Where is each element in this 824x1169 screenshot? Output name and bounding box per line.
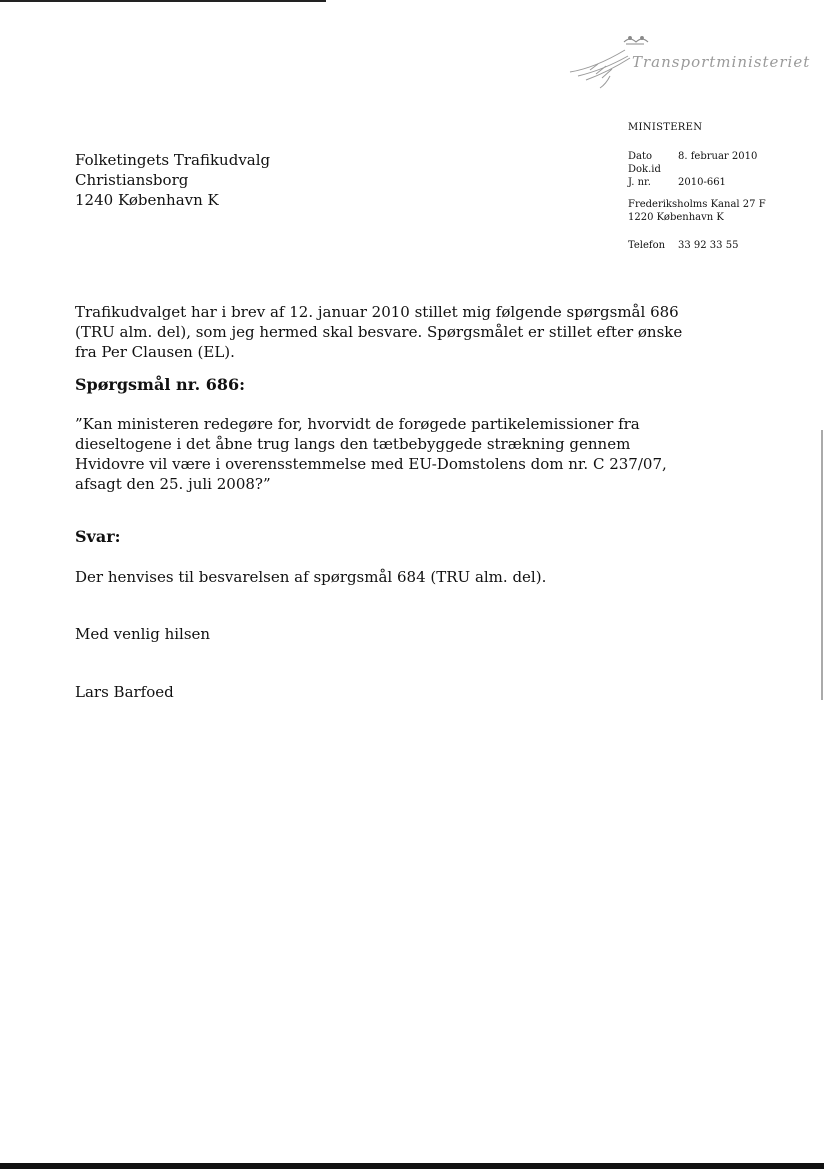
question-line-2: dieseltogene i det åbne trug langs den tætbebyggede strækning gennem	[75, 435, 631, 453]
address-line-2: 1220 København K	[628, 212, 724, 223]
intro-line-1: Trafikudvalget har i brev af 12. januar 2010 stillet mig følgende spørgsmål 686	[75, 303, 679, 321]
jnr-label: J. nr.	[628, 177, 651, 188]
question-line-3: Hvidovre vil være i overensstemmelse med EU-Domstolens dom nr. C 237/07,	[75, 455, 667, 473]
question-line-4: afsagt den 25. juli 2008?”	[75, 475, 271, 493]
recipient-line-2: Christiansborg	[75, 171, 189, 189]
scan-edge-bottom	[0, 1163, 824, 1169]
question-heading: Spørgsmål nr. 686:	[75, 375, 246, 394]
intro-paragraph	[75, 302, 683, 362]
logo-wordmark: Transportministeriet	[632, 53, 811, 71]
phone-row	[628, 239, 738, 252]
dokid-label: Dok.id	[628, 164, 661, 175]
jnr-value: 2010-661	[678, 177, 726, 188]
crown-icon	[624, 37, 648, 44]
recipient-line-1: Folketingets Trafikudvalg	[75, 151, 271, 169]
recipient-line-3: 1240 København K	[75, 191, 219, 209]
scan-edge-top	[0, 0, 326, 2]
dokid-row	[628, 163, 678, 176]
question-paragraph	[75, 414, 667, 494]
signature-name: Lars Barfoed	[75, 683, 174, 701]
intro-line-2: (TRU alm. del), som jeg hermed skal besvare. Spørgsmålet er stillet efter ønske	[75, 323, 683, 341]
answer-heading: Svar:	[75, 527, 121, 546]
intro-line-3: fra Per Clausen (EL).	[75, 343, 235, 361]
date-label: Dato	[628, 151, 653, 162]
recipient-address	[75, 150, 270, 210]
jnr-row	[628, 176, 726, 189]
closing-greeting: Med venlig hilsen	[75, 625, 211, 643]
phone-value: 33 92 33 55	[678, 240, 739, 251]
phone-label: Telefon	[628, 240, 666, 251]
scan-edge-right	[821, 430, 823, 700]
question-line-1: ”Kan ministeren redegøre for, hvorvidt de forøgede partikelemissioner fra	[75, 415, 640, 433]
date-row	[628, 150, 757, 163]
date-value: 8. februar 2010	[678, 151, 758, 162]
address-line-1: Frederiksholms Kanal 27 F	[628, 199, 766, 210]
answer-text: Der henvises til besvarelsen af spørgsmål 684 (TRU alm. del).	[75, 568, 547, 586]
swoosh-mark	[570, 50, 630, 88]
office-label: MINISTEREN	[628, 122, 703, 133]
